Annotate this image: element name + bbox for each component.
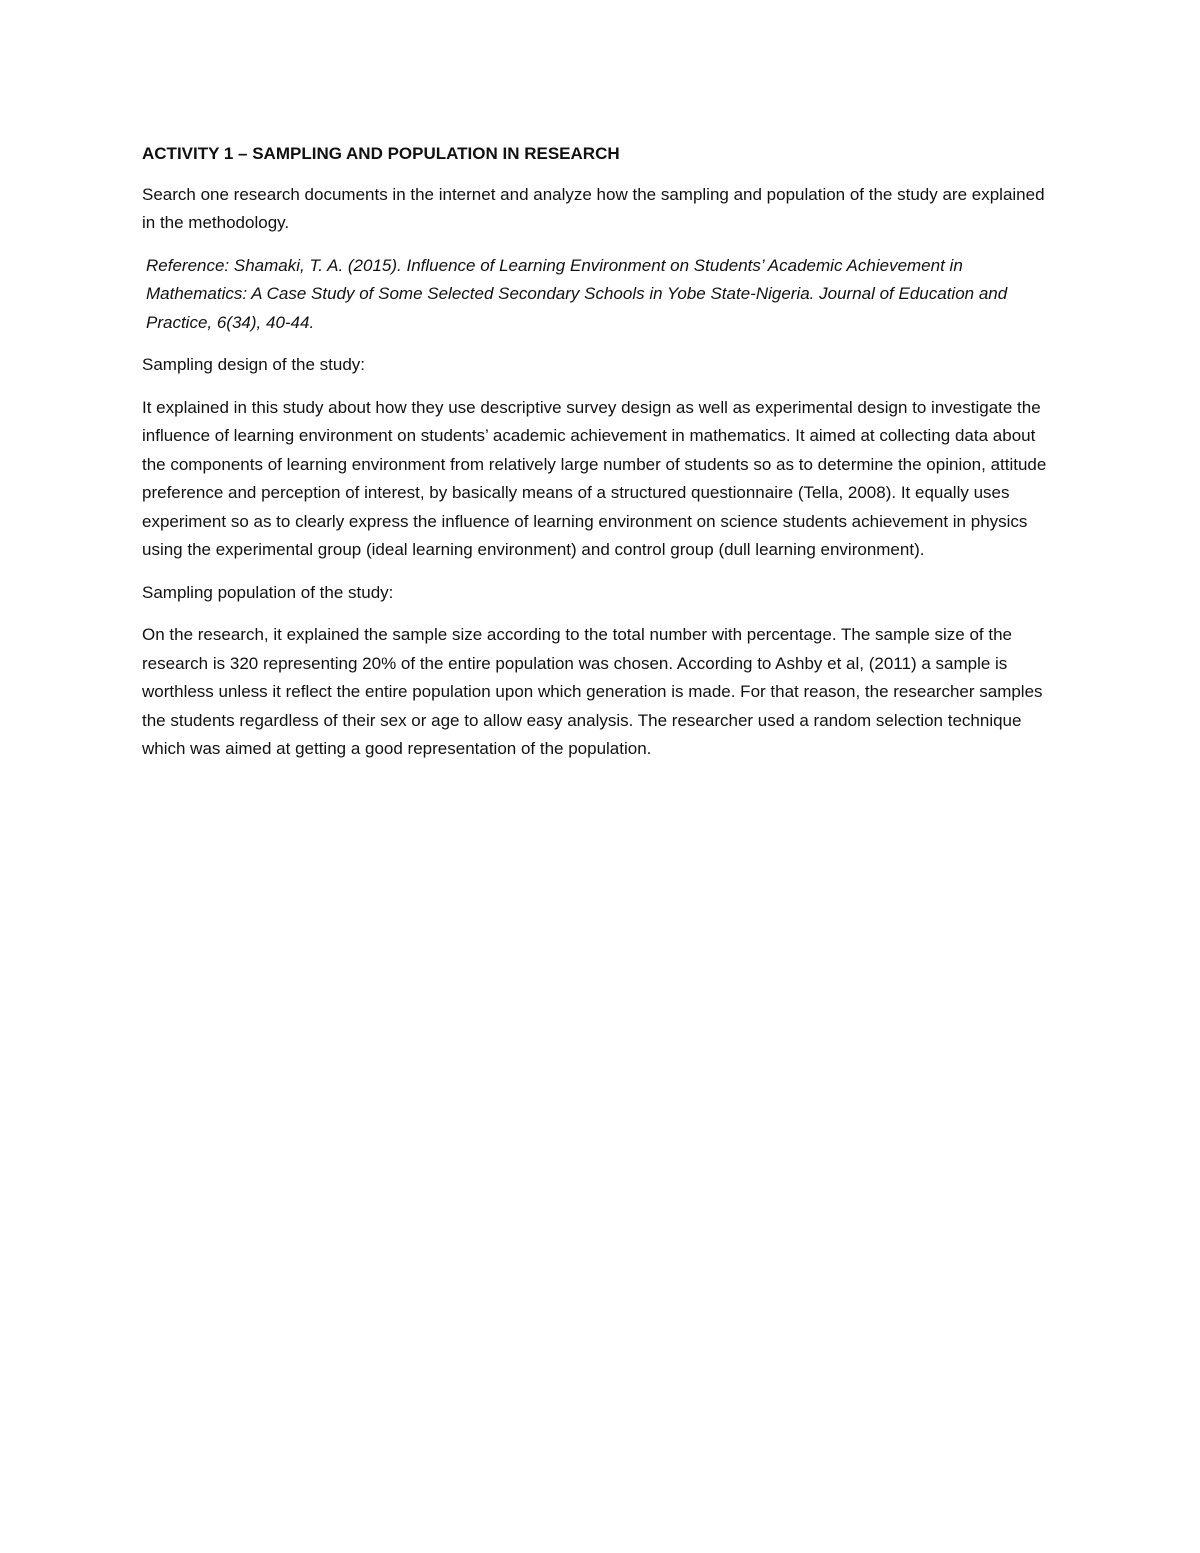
design-heading: Sampling design of the study: — [142, 355, 366, 374]
instruction-paragraph: Search one research documents in the internet and analyze how the sampling and population of the study are explained in the methodology. — [142, 184, 1045, 232]
document-title: ACTIVITY 1 – SAMPLING AND POPULATION IN RESEARCH — [142, 144, 620, 163]
population-heading: Sampling population of the study: — [142, 582, 394, 602]
document-content — [142, 140, 1062, 778]
design-paragraph: It explained in this study about how they use descriptive survey design as well as experimental design to investigate the influence of learning environment on students’ academic achievement in mathematics. It aimed at collecting data about the components of learning environment from relatively large number of students so as to determine the opinion, attitude preference and perception of interest, by basically means of a structured questionnaire (Tella, 2008). It equally uses experiment so as to clearly express the influence of learning environment on science students achievement in physics using the experimental group (ideal learning environment) and control group (dull learning environment). — [142, 397, 1047, 559]
population-paragraph: On the research, it explained the sample size according to the total number with percentage. The sample size of the research is 320 representing 20% of the entire population was chosen. According to Ashby et al, (2011) a sample is worthless unless it reflect the entire population upon which generation is made. For that reason, the researcher samples the students regardless of their sex or age to allow easy analysis. The researcher used a random selection technique which was aimed at getting a good representation of the population. — [142, 625, 1043, 758]
reference-citation: Reference: Shamaki, T. A. (2015). Influence of Learning Environment on Students’ Academic Achievement in Mathematics: A Case Study of Some Selected Secondary Schools in Yobe State-Nigeria. Journal of Education and Practice, 6(34), 40-44. — [146, 255, 1008, 332]
